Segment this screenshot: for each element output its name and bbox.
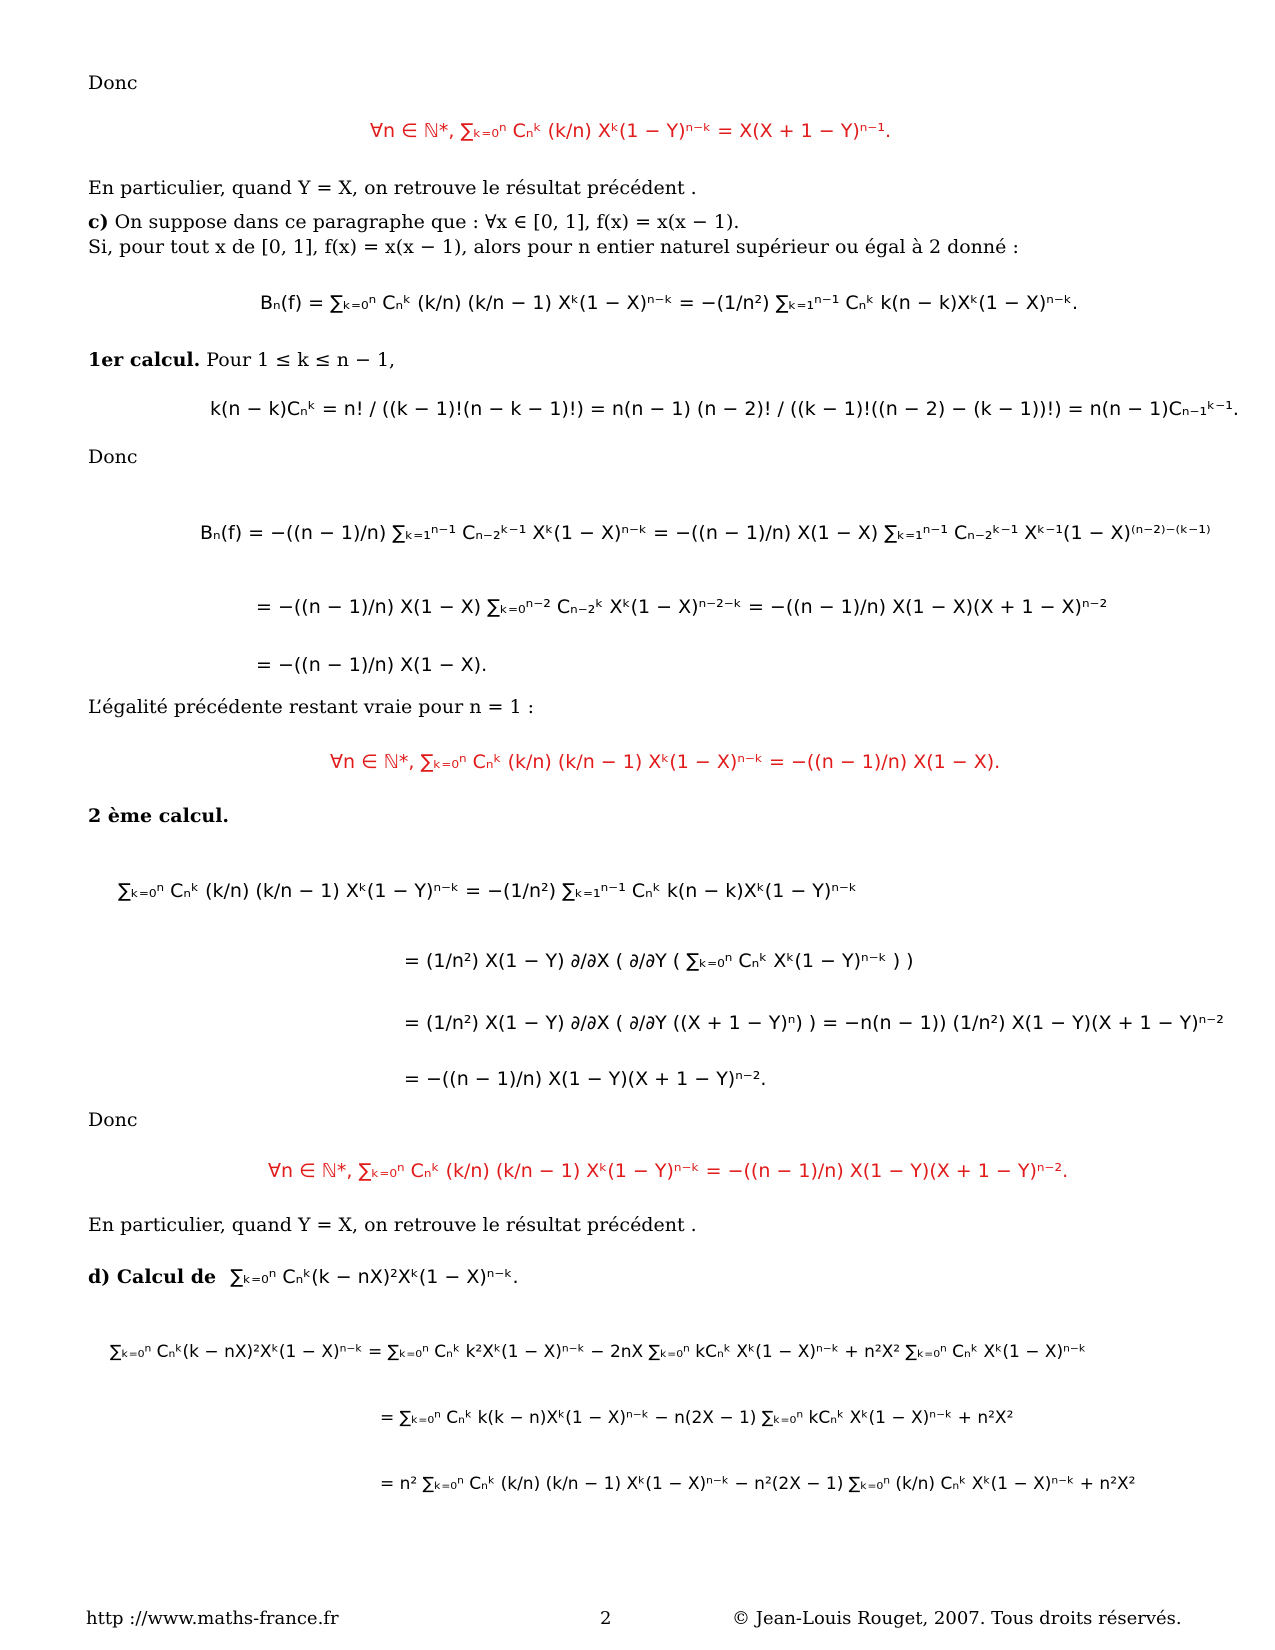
equation-coefficient: k(n − k)Cₙᵏ = n! / ((k − 1)!(n − k − 1)!) = n(n − 1) (n − 2)! / ((k − 1)!((n − 2) − (k − 1))!) = n(n − 1)Cₙ₋₁ᵏ⁻¹.	[210, 398, 1239, 420]
equation-d-line-1: ∑ₖ₌₀ⁿ Cₙᵏ(k − nX)²Xᵏ(1 − X)ⁿ⁻ᵏ = ∑ₖ₌₀ⁿ Cₙᵏ k²Xᵏ(1 − X)ⁿ⁻ᵏ − 2nX ∑ₖ₌₀ⁿ kCₙᵏ Xᵏ(1 − X)ⁿ⁻ᵏ + n²X² ∑ₖ₌₀ⁿ Cₙᵏ Xᵏ(1 − X)ⁿ⁻ᵏ	[110, 1342, 1087, 1362]
equation-calc2-line-2: = (1/n²) X(1 − Y) ∂/∂X ( ∂/∂Y ( ∑ₖ₌₀ⁿ Cₙᵏ Xᵏ(1 − Y)ⁿ⁻ᵏ ) )	[404, 950, 914, 972]
equation-calc2-line-4: = −((n − 1)/n) X(1 − Y)(X + 1 − Y)ⁿ⁻².	[404, 1068, 767, 1090]
text-calcul-1: Pour 1 ≤ k ≤ n − 1,	[206, 349, 396, 371]
equation-bn-f-line-3: = −((n − 1)/n) X(1 − X).	[256, 654, 488, 676]
text-donc-3: Donc	[88, 1109, 138, 1131]
text-donc-2: Donc	[88, 446, 138, 468]
footer-url: http ://www.maths-france.fr	[86, 1608, 339, 1629]
equation-bn-f-line-1: Bₙ(f) = −((n − 1)/n) ∑ₖ₌₁ⁿ⁻¹ Cₙ₋₂ᵏ⁻¹ Xᵏ(1 − X)ⁿ⁻ᵏ = −((n − 1)/n) X(1 − X) ∑ₖ₌₁ⁿ⁻¹ Cₙ₋₂ᵏ⁻¹ Xᵏ⁻¹(1 − X)⁽ⁿ⁻²⁾⁻⁽ᵏ⁻¹⁾	[200, 522, 1211, 544]
label-c: c)	[88, 211, 109, 233]
heading-calcul-2	[88, 805, 229, 827]
equation-d-line-3: = n² ∑ₖ₌₀ⁿ Cₙᵏ (k/n) (k/n − 1) Xᵏ(1 − X)ⁿ⁻ᵏ − n²(2X − 1) ∑ₖ₌₀ⁿ (k/n) Cₙᵏ Xᵏ(1 − X)ⁿ⁻ᵏ + n²X²	[380, 1474, 1136, 1494]
equation-calc2-line-1: ∑ₖ₌₀ⁿ Cₙᵏ (k/n) (k/n − 1) Xᵏ(1 − Y)ⁿ⁻ᵏ = −(1/n²) ∑ₖ₌₁ⁿ⁻¹ Cₙᵏ k(n − k)Xᵏ(1 − Y)ⁿ⁻ᵏ	[118, 880, 858, 902]
text-donc-1: Donc	[88, 72, 138, 94]
equation-result-red-1: ∀n ∈ ℕ*, ∑ₖ₌₀ⁿ Cₙᵏ (k/n) Xᵏ(1 − Y)ⁿ⁻ᵏ = X(X + 1 − Y)ⁿ⁻¹.	[370, 120, 892, 142]
footer-page-number: 2	[600, 1608, 612, 1629]
equation-d-line-2: = ∑ₖ₌₀ⁿ Cₙᵏ k(k − n)Xᵏ(1 − X)ⁿ⁻ᵏ − n(2X − 1) ∑ₖ₌₀ⁿ kCₙᵏ Xᵏ(1 − X)ⁿ⁻ᵏ + n²X²	[380, 1408, 1014, 1428]
text-egalite: L’égalité précédente restant vraie pour n = 1 :	[88, 696, 535, 718]
paragraph-d	[88, 1266, 519, 1288]
footer-copyright: © Jean-Louis Rouget, 2007. Tous droits réservés.	[732, 1608, 1182, 1629]
text-en-particulier-1: En particulier, quand Y = X, on retrouve le résultat précédent .	[88, 177, 697, 199]
paragraph-c	[88, 211, 739, 233]
equation-bn-f: Bₙ(f) = ∑ₖ₌₀ⁿ Cₙᵏ (k/n) (k/n − 1) Xᵏ(1 − X)ⁿ⁻ᵏ = −(1/n²) ∑ₖ₌₁ⁿ⁻¹ Cₙᵏ k(n − k)Xᵏ(1 − X)ⁿ⁻ᵏ.	[260, 292, 1078, 314]
equation-result-red-2: ∀n ∈ ℕ*, ∑ₖ₌₀ⁿ Cₙᵏ (k/n) (k/n − 1) Xᵏ(1 − X)ⁿ⁻ᵏ = −((n − 1)/n) X(1 − X).	[330, 751, 1001, 773]
equation-calc2-line-3: = (1/n²) X(1 − Y) ∂/∂X ( ∂/∂Y ((X + 1 − Y)ⁿ) ) = −n(n − 1)) (1/n²) X(1 − Y)(X + 1 − Y)ⁿ⁻²	[404, 1012, 1224, 1034]
label-d: d) Calcul de	[88, 1266, 217, 1288]
text-c: On suppose dans ce paragraphe que : ∀x ∈ [0, 1], f(x) = x(x − 1).	[114, 211, 740, 233]
equation-d-title: ∑ₖ₌₀ⁿ Cₙᵏ(k − nX)²Xᵏ(1 − X)ⁿ⁻ᵏ.	[230, 1266, 519, 1288]
paragraph-calcul-1	[88, 349, 395, 371]
equation-bn-f-line-2: = −((n − 1)/n) X(1 − X) ∑ₖ₌₀ⁿ⁻² Cₙ₋₂ᵏ Xᵏ(1 − X)ⁿ⁻²⁻ᵏ = −((n − 1)/n) X(1 − X)(X + 1 − X)ⁿ⁻²	[256, 596, 1108, 618]
text-en-particulier-2: En particulier, quand Y = X, on retrouve le résultat précédent .	[88, 1214, 697, 1236]
label-calcul-2: 2 ème calcul.	[88, 805, 230, 827]
text-si: Si, pour tout x de [0, 1], f(x) = x(x − 1), alors pour n entier naturel supérieur ou égal à 2 donné :	[88, 236, 1019, 258]
equation-result-red-3: ∀n ∈ ℕ*, ∑ₖ₌₀ⁿ Cₙᵏ (k/n) (k/n − 1) Xᵏ(1 − Y)ⁿ⁻ᵏ = −((n − 1)/n) X(1 − Y)(X + 1 − Y)ⁿ⁻².	[268, 1160, 1069, 1182]
label-calcul-1: 1er calcul.	[88, 349, 201, 371]
